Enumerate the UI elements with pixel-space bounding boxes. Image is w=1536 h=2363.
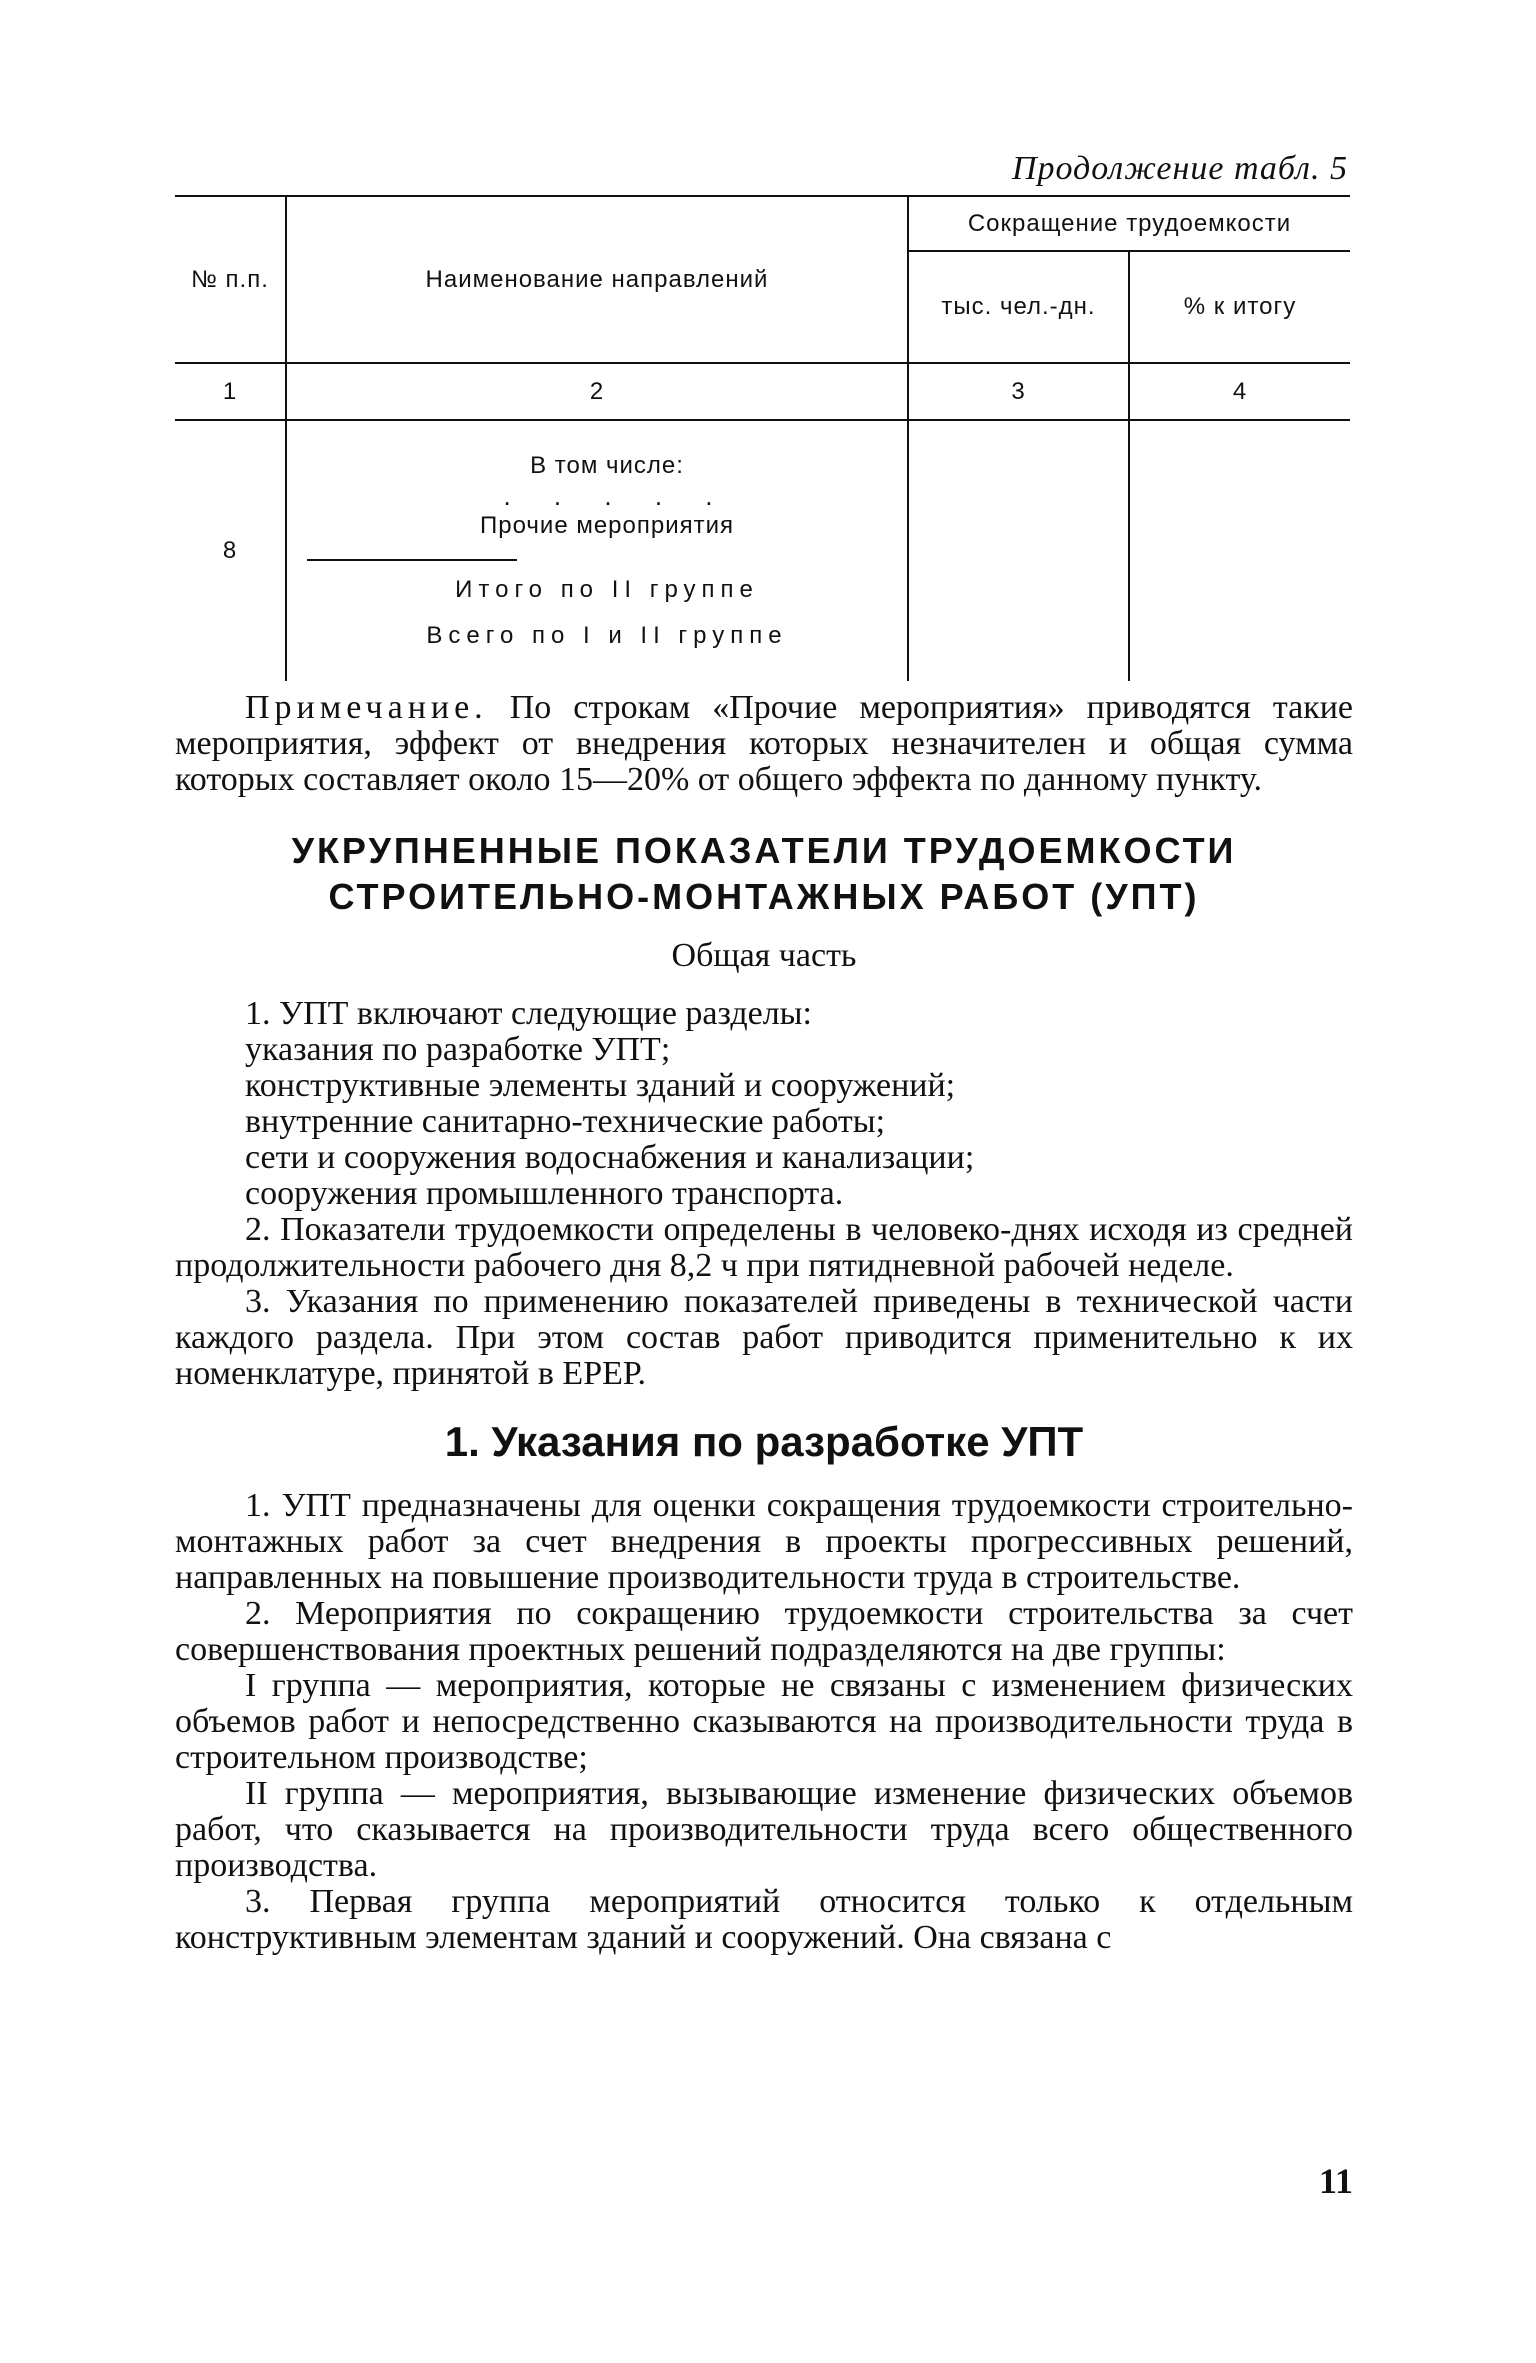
- list-item: указания по разработке УПТ;: [245, 1031, 671, 1068]
- main-heading: [175, 828, 1353, 920]
- general-paragraph-2: 2. Показатели трудоемкости определены в человеко-днях исходя из средней продолжительности рабочего дня 8,2 ч при пятидневной рабочей неделе.: [175, 1211, 1353, 1284]
- row-total-groups-1-2: Всего по I и II группе: [426, 622, 788, 649]
- row-total-group-2: Итого по II группе: [455, 576, 759, 603]
- section-1-heading: 1. Указания по разработке УПТ: [444, 1418, 1084, 1465]
- general-paragraph-1: 1. УПТ включают следующие разделы:: [245, 995, 812, 1032]
- header-name: Наименование направлений: [286, 196, 908, 363]
- row-thousand-cell: [908, 420, 1129, 681]
- note-text: По строкам «Прочие мероприятия» приводятся такие мероприятия, эффект от внедрения которых незначителен и общая сумма которых составляет около 15—20% от общего эффекта по данному пункту.: [175, 689, 1353, 798]
- row-num: 8: [222, 537, 238, 564]
- row-separator: [307, 559, 517, 561]
- general-part-heading: Общая часть: [671, 937, 857, 974]
- header-num: № п.п.: [175, 196, 286, 363]
- list-item: конструктивные элементы зданий и сооружений;: [245, 1067, 956, 1104]
- main-heading-line-1: УКРУПНЕННЫЕ ПОКАЗАТЕЛИ ТРУДОЕМКОСТИ: [291, 830, 1237, 871]
- header-percent: % к итогу: [1183, 293, 1297, 320]
- table-continuation-label: Продолжение табл. 5: [1011, 150, 1348, 187]
- col-number-4: 4: [1129, 363, 1350, 420]
- list-item: сети и сооружения водоснабжения и канализации;: [245, 1139, 975, 1176]
- section-1-paragraph-1: 1. УПТ предназначены для оценки сокращения трудоемкости строительно-монтажных работ за счет внедрения в проекты прогрессивных решений, направленных на повышение производительности труда в строительстве.: [175, 1487, 1353, 1596]
- section-1-paragraph-4: II группа — мероприятия, вызывающие изменение физических объемов работ, что сказывается на производительности труда всего общественного производства.: [175, 1775, 1353, 1884]
- header-thousand-man-days: тыс. чел.-дн.: [908, 251, 1129, 363]
- col-number-3: 3: [908, 363, 1129, 420]
- page-number: 11: [1318, 2161, 1353, 2201]
- row-dots: . . . . .: [503, 481, 731, 511]
- page-content: [175, 690, 1353, 1956]
- row-including: В том числе:: [530, 452, 684, 479]
- section-1-paragraph-5: 3. Первая группа мероприятий относится только к отдельным конструктивным элементам зданий и сооружений. Она связана с: [175, 1883, 1353, 1956]
- sections-list: [245, 1032, 1353, 1212]
- table-note: [175, 690, 1353, 798]
- row-other-measures: Прочие мероприятия: [479, 512, 735, 539]
- header-group: Сокращение трудоемкости: [908, 196, 1350, 251]
- section-1-paragraph-2: 2. Мероприятия по сокращению трудоемкости строительства за счет совершенствования проектных решений подразделяются на две группы:: [175, 1595, 1353, 1668]
- labor-reduction-table: [175, 195, 1350, 681]
- list-item: внутренние санитарно-технические работы;: [245, 1103, 886, 1140]
- section-1-paragraph-3: I группа — мероприятия, которые не связаны с изменением физических объемов работ и непосредственно сказываются на производительности труда в строительном производстве;: [175, 1667, 1353, 1776]
- main-heading-line-2: СТРОИТЕЛЬНО-МОНТАЖНЫХ РАБОТ (УПТ): [328, 876, 1200, 917]
- row-name-cell: [286, 420, 908, 681]
- general-paragraph-3: 3. Указания по применению показателей приведены в технической части каждого раздела. При этом состав работ приводится применительно к их номенклатуре, принятой в ЕРЕР.: [175, 1283, 1353, 1392]
- row-percent-cell: [1129, 420, 1350, 681]
- note-label: Примечание.: [245, 689, 488, 726]
- list-item: сооружения промышленного транспорта.: [245, 1175, 844, 1212]
- col-number-2: 2: [286, 363, 908, 420]
- col-number-1: 1: [175, 363, 286, 420]
